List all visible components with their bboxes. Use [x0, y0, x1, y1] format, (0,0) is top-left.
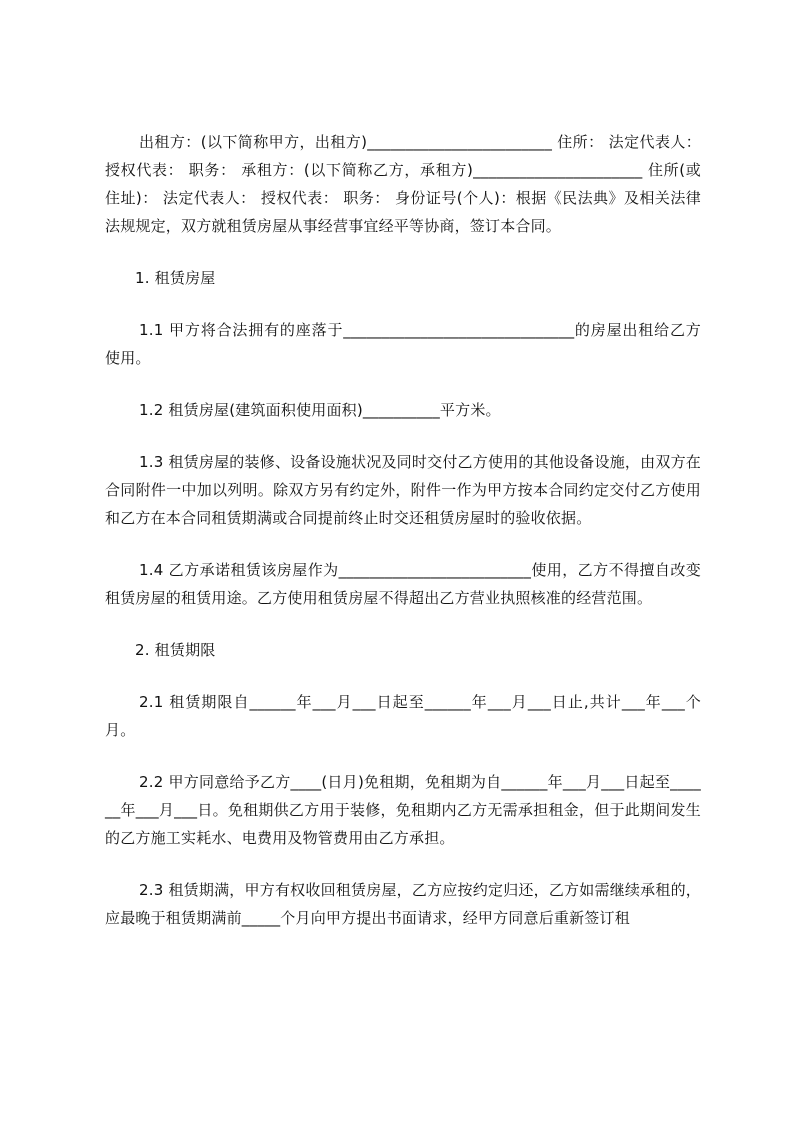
clause-1-2: 1.2 租赁房屋(建筑面积使用面积)__________平方米。: [139, 401, 501, 419]
contract-intro-paragraph: 出租方：(以下简称甲方，出租方)________________________ 住所： 法定代表人： 授权代表： 职务： 承租方：(以下简称乙方，承租方)______________________ 住所(或住址)： 法定代表人： 授权代表： 职务： 身份证号(个人)：根据《民法典》及相关法律法规规定，双方就租赁房屋从事经营事宜经平等协商，签订本合同。: [105, 133, 701, 235]
clause-2-1: 2.1 租赁期限自______年___月___日起至______年___月___日止,共计___年___个月。: [105, 693, 701, 739]
section-heading-lease-term: 2. 租赁期限: [135, 641, 216, 659]
clause-1-1: 1.1 甲方将合法拥有的座落于______________________________的房屋出租给乙方使用。: [105, 321, 701, 367]
clause-2-2: 2.2 甲方同意给予乙方____(日月)免租期，免租期为自______年___月___日起至______年___月___日。免租期供乙方用于装修，免租期内乙方无需承担租金，但于此期间发生的乙方施工实耗水、电费用及物管费用由乙方承担。: [105, 773, 701, 847]
clause-1-4: 1.4 乙方承诺租赁该房屋作为_________________________使用，乙方不得擅自改变租赁房屋的租赁用途。乙方使用租赁房屋不得超出乙方营业执照核准的经营范围。: [105, 561, 701, 607]
section-heading-lease-premises: 1. 租赁房屋: [135, 269, 216, 287]
clause-1-3: 1.3 租赁房屋的装修、设备设施状况及同时交付乙方使用的其他设备设施，由双方在合同附件一中加以列明。除双方另有约定外，附件一作为甲方按本合同约定交付乙方使用和乙方在本合同租赁期满或合同提前终止时交还租赁房屋时的验收依据。: [105, 453, 701, 527]
clause-2-3: 2.3 租赁期满，甲方有权收回租赁房屋，乙方应按约定归还，乙方如需继续承租的，应最晚于租赁期满前_____个月向甲方提出书面请求，经甲方同意后重新签订租: [105, 881, 701, 927]
contract-body: [105, 128, 701, 956]
